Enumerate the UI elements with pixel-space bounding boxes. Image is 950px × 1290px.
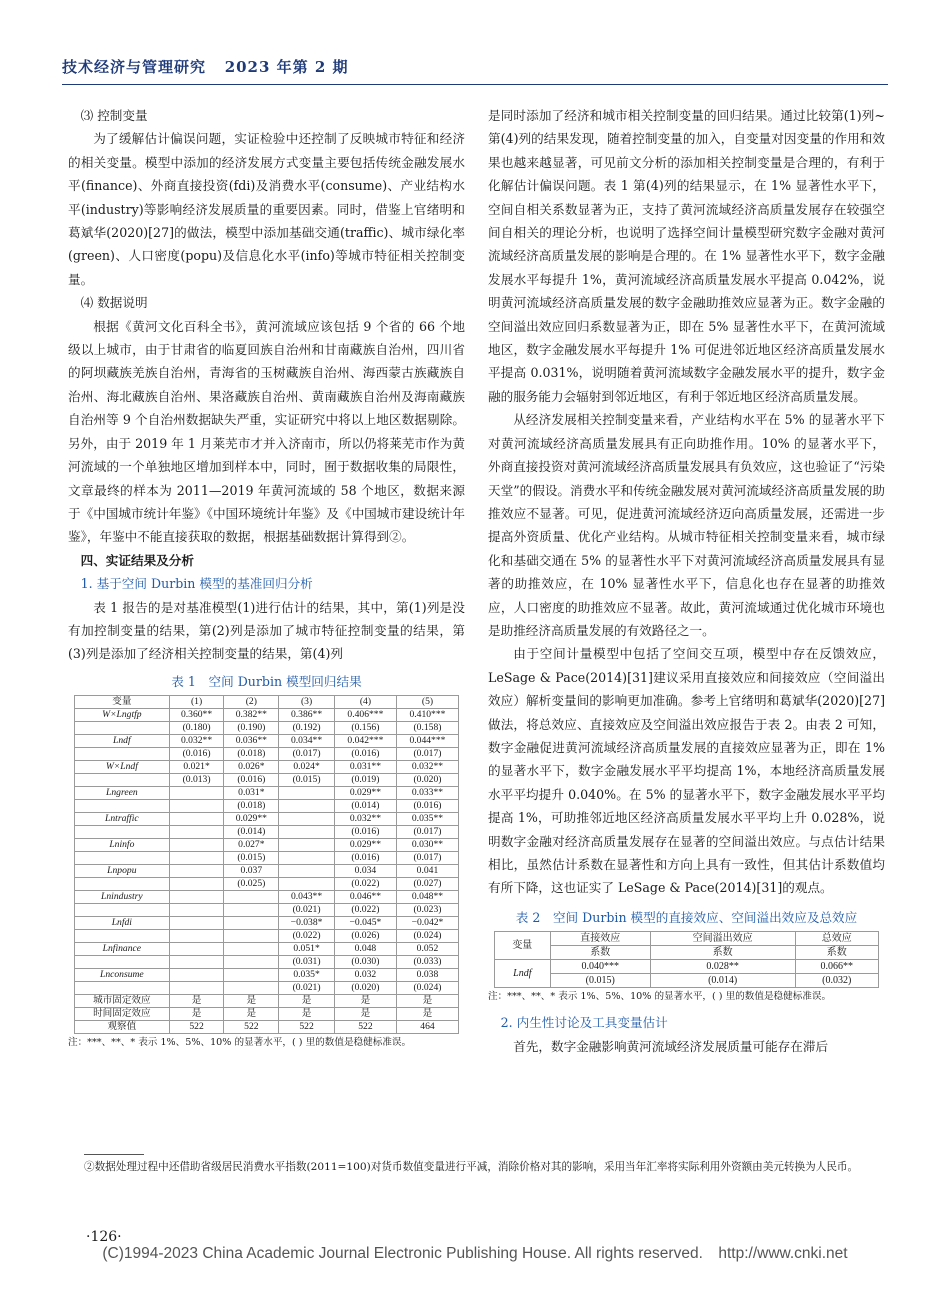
table-2-spill-header: 空间溢出效应: [650, 932, 795, 946]
table-1-cell: 0.043**: [279, 891, 335, 904]
table-1-header: (1): [169, 696, 224, 709]
table-1-cell: 0.031**: [334, 761, 396, 774]
paragraph-spatial-effects: 由于空间计量模型中包括了空间交互项，模型中存在反馈效应，LeSage & Pace(2014)[31]建议采用直接效应和间接效应（空间溢出效应）解析变量间的影响更加准确。参考上官绪明和葛斌华(2020)[27]做法，将总效应、直接效应及空间溢出效应报告于表 2。由表 2 可知，数字金融促进黄河流域经济高质量发展的直接效应显著为正，即在 1% 的显著水平下，数字金融发展水平平均提高 1%，本地经济高质量发展水平平均提升 0.040%。在 5% 的显著水平下，数字金融发展水平平均提高 1%，可助推邻近地区经济高质量发展水平平均上升 0.028%，说明数字金融对经济高质量发展存在显著的空间溢出效应。与点估计结果相比，虽然估计系数在显著性和方向上具有一致性，但其估计系数值均有所下降，这也证实了 LeSage & Pace(2014)[31]的观点。: [488, 646, 885, 896]
table-1-cell: 0.035**: [396, 813, 458, 826]
table-1-row-label: 城市固定效应: [75, 995, 170, 1008]
table-1-cell: [169, 787, 224, 800]
table-1-cell: (0.027): [396, 878, 458, 891]
table-1-cell: 522: [224, 1021, 279, 1034]
table-1-cell: (0.016): [334, 852, 396, 865]
table-1-cell: 0.026*: [224, 761, 279, 774]
table-1-cell: (0.030): [334, 956, 396, 969]
table-1-cell: [279, 839, 335, 852]
table-1-cell: 0.033**: [396, 787, 458, 800]
paragraph-results-continued: 是同时添加了经济和城市相关控制变量的回归结果。通过比较第(1)列~第(4)列的结果发现，随着控制变量的加入，自变量对因变量的作用和效果也越来越显著，可见前文分析的添加相关控制变量是合理的，有利于化解估计偏误问题。表 1 第(4)列的结果显示，在 1% 显著性水平下，空间自相关系数显著为正，支持了黄河流域经济高质量发展存在较强空间自相关的理论分析，也说明了选择空间计量模型研究数字金融对黄河流域经济高质量发展的影响是合理的。在 1% 显著性水平下，数字金融发展水平每提升 1%，黄河流域经济高质量发展水平提高 0.042%，说明黄河流域经济高质量发展的数字金融助推效应显著为正。数字金融的空间溢出效应回归系数显著为正，即在 5% 显著性水平下，在黄河流域地区，数字金融发展水平每提升 1% 可促进邻近地区经济高质量发展水平提高 0.031%，说明随着黄河流域数字金融发展水平的提升，数字金融的服务能力会辐射到邻近地区，有利于邻近地区经济高质量发展。: [488, 108, 885, 404]
table-1-cell: [169, 852, 224, 865]
table-row: [75, 943, 459, 956]
table-1-cell: 0.410***: [396, 709, 458, 722]
table-1-row-label: Lnfdi: [75, 917, 170, 930]
table-1-cell: (0.017): [396, 826, 458, 839]
table-1-cell: [279, 787, 335, 800]
table-row: [75, 878, 459, 891]
table-1-cell: 0.032**: [334, 813, 396, 826]
table-1-row-label: [75, 722, 170, 735]
journal-header: [62, 56, 888, 82]
journal-issue: 2023 年第 2 期: [224, 58, 349, 76]
table-row: [75, 1021, 459, 1034]
table-1-cell: 是: [396, 995, 458, 1008]
table-row: [75, 930, 459, 943]
table-1-row-label: [75, 800, 170, 813]
table-1-row-label: [75, 826, 170, 839]
table-row: [75, 904, 459, 917]
table-1-cell: 0.382**: [224, 709, 279, 722]
table-2-se-row: [495, 974, 879, 988]
table-1-cell: 0.029**: [334, 787, 396, 800]
table-1-cell: (0.016): [169, 748, 224, 761]
table-1-cell: (0.031): [279, 956, 335, 969]
table-1-cell: 0.051*: [279, 943, 335, 956]
table-2: [494, 931, 879, 988]
table-1-cell: (0.014): [334, 800, 396, 813]
table-1-cell: (0.190): [224, 722, 279, 735]
table-1-cell: (0.016): [334, 748, 396, 761]
table-1-cell: [169, 930, 224, 943]
table-1-cell: 是: [169, 1008, 224, 1021]
table-2-coef-label: 系数: [650, 946, 795, 960]
table-1-cell: (0.017): [396, 748, 458, 761]
table-1-cell: [224, 904, 279, 917]
table-1-cell: [279, 826, 335, 839]
table-row: [75, 1008, 459, 1021]
table-1-cell: 是: [224, 1008, 279, 1021]
table-1-row-label: Lnfinance: [75, 943, 170, 956]
table-1-cell: (0.016): [334, 826, 396, 839]
table-row: [75, 761, 459, 774]
table-1-row-label: [75, 774, 170, 787]
table-1-cell: (0.019): [334, 774, 396, 787]
table-1-row-label: W×Lndf: [75, 761, 170, 774]
table-1-cell: [169, 826, 224, 839]
table-1-cell: [224, 917, 279, 930]
table-1-cell: [279, 852, 335, 865]
table-2-total-header: 总效应: [795, 932, 879, 946]
table-1-cell: 0.032**: [396, 761, 458, 774]
table-1-cell: [169, 904, 224, 917]
table-1-cell: [169, 969, 224, 982]
table-2-direct-se: (0.015): [550, 974, 650, 988]
table-2-coef-row: [495, 946, 879, 960]
right-column: [488, 104, 885, 1058]
table-2-coef-label: 系数: [795, 946, 879, 960]
table-1-cell: [224, 891, 279, 904]
left-column: [68, 104, 465, 1049]
table-1-cell: (0.016): [396, 800, 458, 813]
table-1-cell: (0.022): [334, 878, 396, 891]
table-1-cell: −0.038*: [279, 917, 335, 930]
table-1-row-label: [75, 878, 170, 891]
table-row: [75, 787, 459, 800]
table-1-cell: (0.026): [334, 930, 396, 943]
table-1-row-label: W×Lngtfp: [75, 709, 170, 722]
paragraph-control-variables: 为了缓解估计偏误问题，实证检验中还控制了反映城市特征和经济的相关变量。模型中添加的经济发展方式变量主要包括传统金融发展水平(finance)、外商直接投资(fdi)及消费水平(consume)、产业结构水平(industry)等影响经济发展质量的重要因素。同时，借鉴上官绪明和葛斌华(2020)[27]的做法，模型中添加基础交通(traffic)、城市绿化率(green)、人口密度(popu)及信息化水平(info)等城市特征相关控制变量。: [68, 131, 465, 287]
table-1-cell: 是: [279, 1008, 335, 1021]
table-2-spill-se: (0.014): [650, 974, 795, 988]
journal-title: 技术经济与管理研究: [62, 58, 207, 76]
table-1-row-label: [75, 956, 170, 969]
table-row: [75, 826, 459, 839]
table-1-cell: 464: [396, 1021, 458, 1034]
table-2-note: 注：***、**、* 表示 1%、5%、10% 的显著水平，( ) 里的数值是稳健标准误。: [488, 991, 832, 1003]
table-row: [75, 839, 459, 852]
table-1-cell: 是: [224, 995, 279, 1008]
table-row: [75, 800, 459, 813]
table-1-cell: (0.033): [396, 956, 458, 969]
table-row: [75, 709, 459, 722]
table-row: [75, 891, 459, 904]
table-1-cell: [169, 839, 224, 852]
data-description-heading: ⑷ 数据说明: [80, 295, 148, 311]
table-1-row-label: Lngreen: [75, 787, 170, 800]
table-1-cell: 0.036**: [224, 735, 279, 748]
paragraph-baseline: 表 1 报告的是对基准模型(1)进行估计的结果，其中，第(1)列是没有加控制变量的结果，第(2)列是添加了城市特征控制变量的结果，第(3)列是添加了经济相关控制变量的结果，第(4)列: [68, 599, 465, 662]
table-1-cell: 0.031*: [224, 787, 279, 800]
table-1-note: 注：***、**、* 表示 1%、5%、10% 的显著水平，( ) 里的数值是稳健标准误。: [68, 1037, 412, 1049]
table-1-cell: [279, 878, 335, 891]
table-1-cell: (0.015): [224, 852, 279, 865]
table-1-cell: 0.042***: [334, 735, 396, 748]
table-1-cell: (0.017): [396, 852, 458, 865]
table-1-cell: 0.406***: [334, 709, 396, 722]
table-1-cell: [169, 956, 224, 969]
table-1-row-label: 时间固定效应: [75, 1008, 170, 1021]
table-1-header: (5): [396, 696, 458, 709]
table-1-cell: (0.020): [396, 774, 458, 787]
table-1-cell: (0.020): [334, 982, 396, 995]
control-variables-heading: ⑶ 控制变量: [80, 108, 148, 123]
table-1-cell: [169, 865, 224, 878]
table-1-cell: (0.022): [279, 930, 335, 943]
table-1-header-row: [75, 696, 459, 709]
subsection-2-heading: 2. 内生性讨论及工具变量估计: [500, 1015, 668, 1031]
table-row: [75, 956, 459, 969]
footnote-rule: [84, 1154, 144, 1155]
table-1-cell: 0.048**: [396, 891, 458, 904]
table-1-row-label: Lnconsume: [75, 969, 170, 982]
table-1-header: (3): [279, 696, 335, 709]
table-1-cell: (0.025): [224, 878, 279, 891]
table-row: [75, 735, 459, 748]
table-1-cell: 522: [169, 1021, 224, 1034]
table-1-cell: 0.034: [334, 865, 396, 878]
table-1-cell: (0.016): [224, 774, 279, 787]
table-1-cell: 0.027*: [224, 839, 279, 852]
table-2-direct-value: 0.040***: [550, 960, 650, 974]
table-1-cell: 0.035*: [279, 969, 335, 982]
table-1-cell: (0.018): [224, 800, 279, 813]
page-number: ·126·: [86, 1229, 122, 1245]
footnote: ②数据处理过程中还借助省级居民消费水平指数(2011=100)对货币数值变量进行平减，消除价格对其的影响，采用当年汇率将实际利用外资额由美元转换为人民币。: [84, 1161, 859, 1173]
table-1-row-label: [75, 982, 170, 995]
table-1-cell: 0.029**: [224, 813, 279, 826]
table-1-cell: 0.046**: [334, 891, 396, 904]
table-row: [75, 774, 459, 787]
table-1-row-label: [75, 904, 170, 917]
table-1-cell: 522: [334, 1021, 396, 1034]
table-1-cell: 522: [279, 1021, 335, 1034]
table-1-cell: 0.038: [396, 969, 458, 982]
table-1-cell: 0.052: [396, 943, 458, 956]
section-4-heading: 四、实证结果及分析: [80, 552, 194, 568]
header-rule: [62, 84, 888, 85]
table-2-header-row: [495, 932, 879, 946]
table-row: [75, 982, 459, 995]
table-1-body: [75, 709, 459, 1034]
table-1-cell: (0.013): [169, 774, 224, 787]
table-1-cell: [224, 930, 279, 943]
subsection-1-heading: 1. 基于空间 Durbin 模型的基准回归分析: [80, 576, 313, 592]
table-1-cell: 是: [334, 1008, 396, 1021]
table-1-cell: 0.360**: [169, 709, 224, 722]
table-1-header: (4): [334, 696, 396, 709]
paragraph-economic-controls: 从经济发展相关控制变量来看，产业结构水平在 5% 的显著水平下对黄河流域经济高质量发展具有正向助推作用。10% 的显著水平下，外商直接投资对黄河流域经济高质量发展具有负效应，这也验证了“污染天堂”的假设。消费水平和传统金融发展对黄河流域经济高质量发展的助推效应不显著。可见，促进黄河流域经济迈向高质量发展，还需进一步提高外资质量、优化产业结构。从城市特征相关控制变量来看，城市绿化和基础交通在 5% 的显著性水平下对黄河流域经济高质量发展具有显著的助推效应，在 10% 显著性水平下，信息化也存在显著的助推效应，人口密度的助推效应不显著。故此，黄河流域通过优化城市环境也是助推经济高质量发展的有效路径之一。: [488, 412, 885, 638]
table-1-cell: [224, 982, 279, 995]
table-1-cell: [169, 878, 224, 891]
table-1-cell: 是: [169, 995, 224, 1008]
table-1: [74, 695, 459, 1034]
table-row: [75, 852, 459, 865]
table-1-cell: [279, 865, 335, 878]
table-1-cell: 0.030**: [396, 839, 458, 852]
paragraph-data-description: 根据《黄河文化百科全书》，黄河流域应该包括 9 个省的 66 个地级以上城市，由于甘肃省的临夏回族自治州和甘南藏族自治州，四川省的阿坝藏族羌族自治州，青海省的玉树藏族自治州、海西蒙古族藏族自治州、海北藏族自治州、果洛藏族自治州、黄南藏族自治州及海南藏族自治州等 9 个自治州数据缺失严重，实证研究中将以上地区数据剔除。另外，由于 2019 年 1 月莱芜市才并入济南市，所以仍将莱芜市作为黄河流域的一个单独地区增加到样本中，同时，囿于数据收集的局限性，文章最终的样本为 2011—2019 年黄河流域的 58 个地区，数据来源于《中国城市统计年鉴》《中国环境统计年鉴》及《中国城市建设统计年鉴》，年鉴中不能直接获取的数据，根据基础数据计算得到②。: [68, 318, 465, 545]
table-1-cell: (0.021): [279, 904, 335, 917]
table-1-row-label: [75, 852, 170, 865]
table-1-cell: [279, 800, 335, 813]
table-1-cell: [169, 917, 224, 930]
table-1-cell: [169, 813, 224, 826]
table-1-cell: (0.180): [169, 722, 224, 735]
table-1-cell: [169, 982, 224, 995]
table-2-value-row: [495, 960, 879, 974]
table-2-title: 表 2 空间 Durbin 模型的直接效应、空间溢出效应及总效应: [515, 909, 858, 925]
table-1-cell: [224, 956, 279, 969]
table-1-cell: 0.044***: [396, 735, 458, 748]
table-1-cell: (0.156): [334, 722, 396, 735]
table-2-total-value: 0.066**: [795, 960, 879, 974]
table-1-cell: 0.037: [224, 865, 279, 878]
table-1-cell: −0.045*: [334, 917, 396, 930]
table-1-cell: 0.024*: [279, 761, 335, 774]
table-1-cell: 是: [279, 995, 335, 1008]
table-row: [75, 813, 459, 826]
table-1-cell: 0.034**: [279, 735, 335, 748]
table-1-cell: 是: [334, 995, 396, 1008]
table-1-cell: (0.018): [224, 748, 279, 761]
table-1-cell: [279, 813, 335, 826]
table-1-title: 表 1 空间 Durbin 模型回归结果: [171, 673, 362, 689]
table-1-row-label: 观察值: [75, 1021, 170, 1034]
table-1-cell: (0.023): [396, 904, 458, 917]
table-1-cell: 0.029**: [334, 839, 396, 852]
table-row: [75, 969, 459, 982]
table-1-cell: (0.158): [396, 722, 458, 735]
table-row: [75, 995, 459, 1008]
table-1-row-label: Lntraffic: [75, 813, 170, 826]
table-row: [75, 748, 459, 761]
table-1-row-label: Lnindustry: [75, 891, 170, 904]
table-1-cell: (0.024): [396, 930, 458, 943]
table-2-direct-header: 直接效应: [550, 932, 650, 946]
table-row: [75, 917, 459, 930]
table-1-cell: [169, 891, 224, 904]
table-2-row-var: Lndf: [495, 960, 551, 988]
table-1-row-label: Lninfo: [75, 839, 170, 852]
table-2-total-se: (0.032): [795, 974, 879, 988]
table-1-cell: (0.024): [396, 982, 458, 995]
paragraph-endogeneity: 首先，数字金融影响黄河流域经济发展质量可能存在滞后: [513, 1038, 829, 1054]
table-1-cell: [224, 943, 279, 956]
table-1-row-label: [75, 930, 170, 943]
table-1-header: (2): [224, 696, 279, 709]
table-1-cell: (0.192): [279, 722, 335, 735]
table-1-cell: (0.022): [334, 904, 396, 917]
table-1-cell: [169, 943, 224, 956]
table-1-cell: 0.386**: [279, 709, 335, 722]
table-2-var-header: 变量: [495, 932, 551, 960]
table-1-cell: 0.032**: [169, 735, 224, 748]
table-1-cell: −0.042*: [396, 917, 458, 930]
table-1-row-label: [75, 748, 170, 761]
copyright-notice: (C)1994-2023 China Academic Journal Electronic Publishing House. All rights reserved. http://www.cnki.net: [102, 1245, 848, 1262]
table-2-coef-label: 系数: [550, 946, 650, 960]
table-1-cell: 0.041: [396, 865, 458, 878]
table-1-cell: 0.048: [334, 943, 396, 956]
table-1-header: 变量: [75, 696, 170, 709]
table-row: [75, 865, 459, 878]
table-row: [75, 722, 459, 735]
table-1-cell: (0.014): [224, 826, 279, 839]
table-1-cell: 0.021*: [169, 761, 224, 774]
table-1-cell: (0.015): [279, 774, 335, 787]
table-1-cell: [224, 969, 279, 982]
table-1-cell: (0.021): [279, 982, 335, 995]
table-1-row-label: Lnpopu: [75, 865, 170, 878]
table-1-row-label: Lndf: [75, 735, 170, 748]
table-1-cell: (0.017): [279, 748, 335, 761]
table-1-cell: 是: [396, 1008, 458, 1021]
table-1-cell: [169, 800, 224, 813]
table-1-cell: 0.032: [334, 969, 396, 982]
table-2-spill-value: 0.028**: [650, 960, 795, 974]
